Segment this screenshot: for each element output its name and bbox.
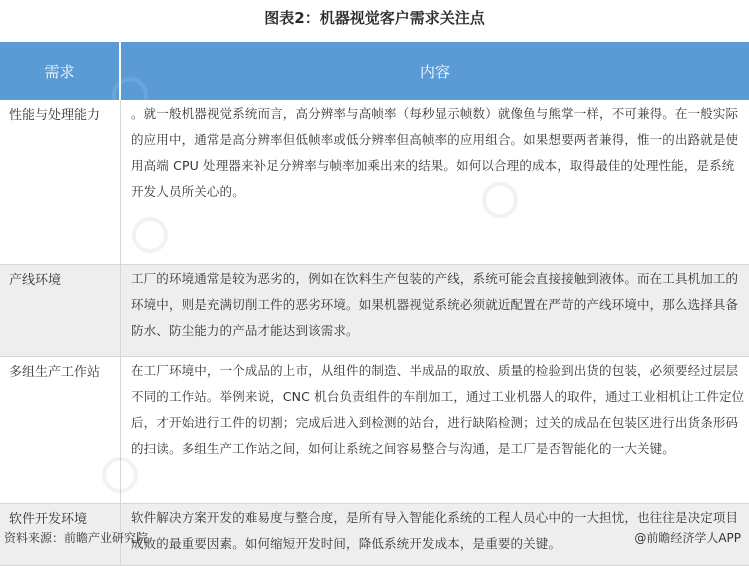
source-note: 资料来源：前瞻产业研究院 xyxy=(4,531,149,545)
row-need: 产线环境 xyxy=(0,265,121,356)
row-content: 工厂的环境通常是较为恶劣的，例如在饮料生产包装的产线，系统可能会直接接触到液体。而在工具机加工的环境中，则是充满切削工件的恶劣环境。如果机器视觉系统必须就近配置在严苛的产线环境中，那么选择具备防水、防尘能力的产品才能达到该需求。 xyxy=(131,271,739,338)
row-need: 软件开发环境 xyxy=(0,504,121,565)
footer xyxy=(0,526,749,550)
row-content: 。就一般机器视觉系统而言，高分辨率与高帧率（每秒显示帧数）就像鱼与熊掌一样，不可兼得。在一般实际的应用中，通常是高分辨率但低帧率或低分辨率但高帧率的应用组合。如果想要两者兼得，惟一的出路就是使用高端 CPU 处理器来补足分辨率与帧率加乘出来的结果。如何以合理的成本，取得最佳的处理性能，是系统开发人员所关心的。 xyxy=(131,106,739,199)
table-row xyxy=(0,265,749,357)
chart-title: 图表2：机器视觉客户需求关注点 xyxy=(264,9,485,27)
row-content: 在工厂环境中，一个成品的上市，从组件的制造、半成品的取放、质量的检验到出货的包装，必须要经过层层不同的工作站。举例来说，CNC 机台负责组件的车削加工，通过工业机器人的取件，通过工业相机让工件定位后，才开始进行工件的切割；完成后进入到检测的站台，进行缺陷检测；过关的成品在包装区进行出货条形码的扫读。多组生产工作站之间，如何让系统之间容易整合与沟通，是工厂是否智能化的一大关键。 xyxy=(131,363,745,456)
row-content: 软件解决方案开发的难易度与整合度，是所有导入智能化系统的工程人员心中的一大担忧，也往往是决定项目成败的最重要因素。如何缩短开发时间，降低系统开发成本，是重要的关键。 xyxy=(131,510,739,551)
table-row xyxy=(0,100,749,265)
row-need: 性能与处理能力 xyxy=(0,100,121,264)
table-header xyxy=(0,42,749,100)
table-row xyxy=(0,357,749,504)
row-need: 多组生产工作站 xyxy=(0,357,121,503)
brand-credit: @前瞻经济学人APP xyxy=(634,531,741,545)
requirements-table xyxy=(0,42,749,566)
header-need: 需求 xyxy=(0,42,121,100)
header-content: 内容 xyxy=(419,62,450,81)
